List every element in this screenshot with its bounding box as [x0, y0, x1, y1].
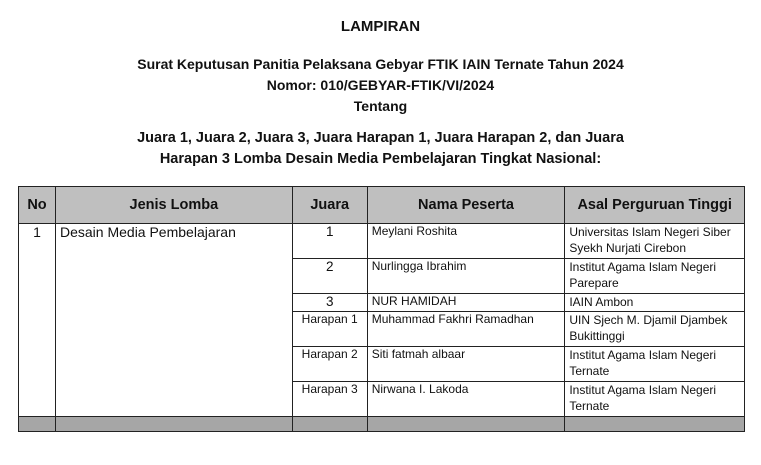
table-footer-row — [19, 417, 745, 432]
participant-name: Meylani Roshita — [367, 224, 565, 259]
rank-cell: Harapan 1 — [292, 312, 367, 347]
participant-name: NUR HAMIDAH — [367, 294, 565, 312]
rank-cell: Harapan 2 — [292, 347, 367, 382]
participant-name: Muhammad Fakhri Ramadhan — [367, 312, 565, 347]
document-subtitle: Surat Keputusan Panitia Pelaksana Gebyar FTIK IAIN Ternate Tahun 2024 — [137, 56, 624, 72]
winners-table — [18, 186, 745, 432]
institution: IAIN Ambon — [565, 294, 745, 312]
row-number: 1 — [19, 224, 56, 417]
table-row — [19, 224, 745, 259]
participant-name: Nurlingga Ibrahim — [367, 259, 565, 294]
header-nama-peserta: Nama Peserta — [367, 187, 565, 224]
participant-name: Nirwana I. Lakoda — [367, 382, 565, 417]
rank-cell: 3 — [292, 294, 367, 312]
description-line-1: Juara 1, Juara 2, Juara 3, Juara Harapan 1, Juara Harapan 2, dan Juara — [137, 130, 624, 146]
participant-name: Siti fatmah albaar — [367, 347, 565, 382]
competition-type: Desain Media Pembelajaran — [55, 224, 292, 417]
institution: Universitas Islam Negeri Siber Syekh Nurjati Cirebon — [565, 224, 745, 259]
document-number: Nomor: 010/GEBYAR-FTIK/VI/2024 — [266, 77, 495, 93]
institution: UIN Sjech M. Djamil Djambek Bukittinggi — [565, 312, 745, 347]
header-juara: Juara — [292, 187, 367, 224]
description-line-2: Harapan 3 Lomba Desain Media Pembelajaran Tingkat Nasional: — [159, 151, 602, 167]
institution: Institut Agama Islam Negeri Ternate — [565, 382, 745, 417]
document-about: Tentang — [353, 98, 408, 114]
header-no: No — [19, 187, 56, 224]
document-title: LAMPIRAN — [340, 18, 421, 35]
rank-cell: 1 — [292, 224, 367, 259]
table-header-row — [19, 187, 745, 224]
header-asal-perguruan-tinggi: Asal Perguruan Tinggi — [565, 187, 745, 224]
institution: Institut Agama Islam Negeri Ternate — [565, 347, 745, 382]
rank-cell: 2 — [292, 259, 367, 294]
rank-cell: Harapan 3 — [292, 382, 367, 417]
header-jenis-lomba: Jenis Lomba — [55, 187, 292, 224]
institution: Institut Agama Islam Negeri Parepare — [565, 259, 745, 294]
